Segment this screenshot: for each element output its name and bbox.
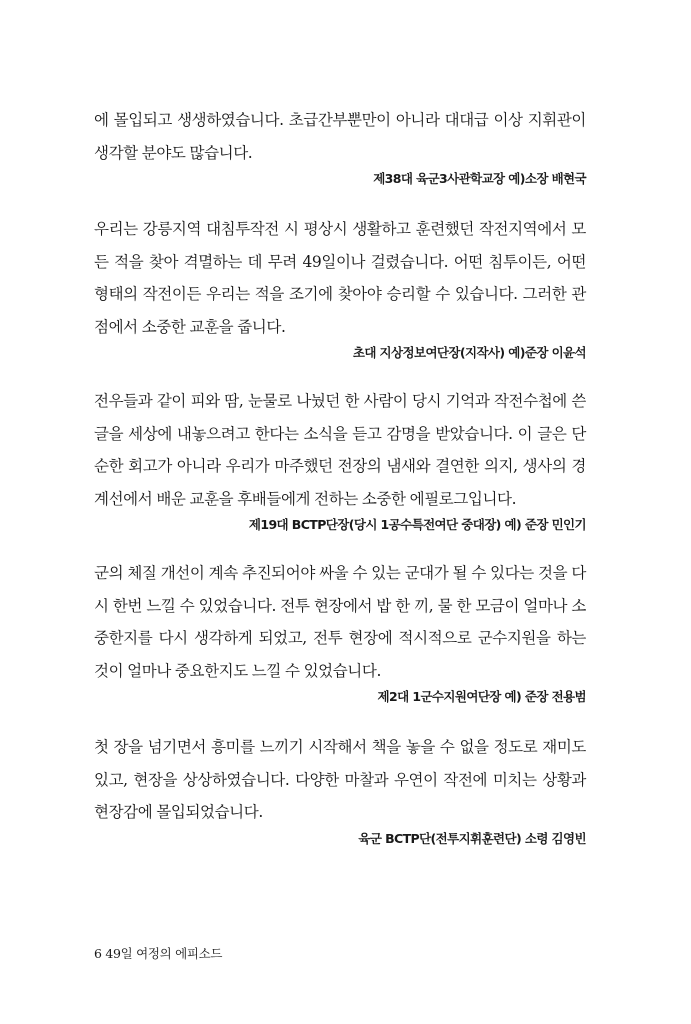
testimonial-1 (94, 104, 586, 189)
testimonial-3 (94, 385, 586, 535)
testimonial-2 (94, 213, 586, 363)
page-content (94, 104, 586, 849)
testimonial-text: 우리는 강릉지역 대침투작전 시 평상시 생활하고 훈련했던 작전지역에서 모든 적을 찾아 격멸하는 데 무려 49일이나 걸렸습니다. 어떤 침투이든, 어떤 형태의 작전이든 우리는 적을 조기에 찾아야 승리할 수 있습니다. 그러한 관점에서 소중한 교훈을 줍니다. (94, 220, 586, 336)
testimonial-text: 전우들과 같이 피와 땀, 눈물로 나눴던 한 사람이 당시 기억과 작전수첩에 쓴 글을 세상에 내놓으려고 한다는 소식을 듣고 감명을 받았습니다. 이 글은 단순한 회고가 아니라 우리가 마주했던 전장의 냄새와 결연한 의지, 생사의 경계선에서 배운 교훈을 후배들에게 전하는 소중한 에필로그입니다. (94, 392, 586, 508)
testimonial-text: 군의 체질 개선이 계속 추진되어야 싸울 수 있는 군대가 될 수 있다는 것을 다시 한번 느낄 수 있었습니다. 전투 현장에서 밥 한 끼, 물 한 모금이 얼마나 소중한지를 다시 생각하게 되었고, 전투 현장에 적시적으로 군수지원을 하는 것이 얼마나 중요한지도 느낄 수 있었습니다. (94, 564, 586, 680)
testimonial-text: 첫 장을 넘기면서 흥미를 느끼기 시작해서 책을 놓을 수 없을 정도로 재미도 있고, 현장을 상상하였습니다. 다양한 마찰과 우연이 작전에 미치는 상황과 현장감에 몰입되었습니다. (94, 738, 586, 821)
testimonial-text: 에 몰입되고 생생하였습니다. 초급간부뿐만이 아니라 대대급 이상 지휘관이 생각할 분야도 많습니다. (94, 111, 586, 162)
page-footer (94, 944, 222, 962)
book-title: 49일 여정의 에피소드 (105, 946, 223, 961)
testimonial-4 (94, 557, 586, 707)
testimonial-5 (94, 731, 586, 849)
testimonial-author: 육군 BCTP단(전투지휘훈련단) 소령 김영빈 (358, 830, 586, 846)
page-number: 6 (94, 946, 102, 961)
testimonial-author: 제2대 1군수지원여단장 예) 준장 전용범 (377, 689, 586, 704)
testimonial-author: 제19대 BCTP단장(당시 1공수특전여단 중대장) 예) 준장 민인기 (248, 517, 586, 532)
testimonial-author: 초대 지상정보여단장(지작사) 예)준장 이윤석 (352, 345, 586, 360)
testimonial-author: 제38대 육군3사관학교장 예)소장 배현국 (373, 171, 586, 186)
